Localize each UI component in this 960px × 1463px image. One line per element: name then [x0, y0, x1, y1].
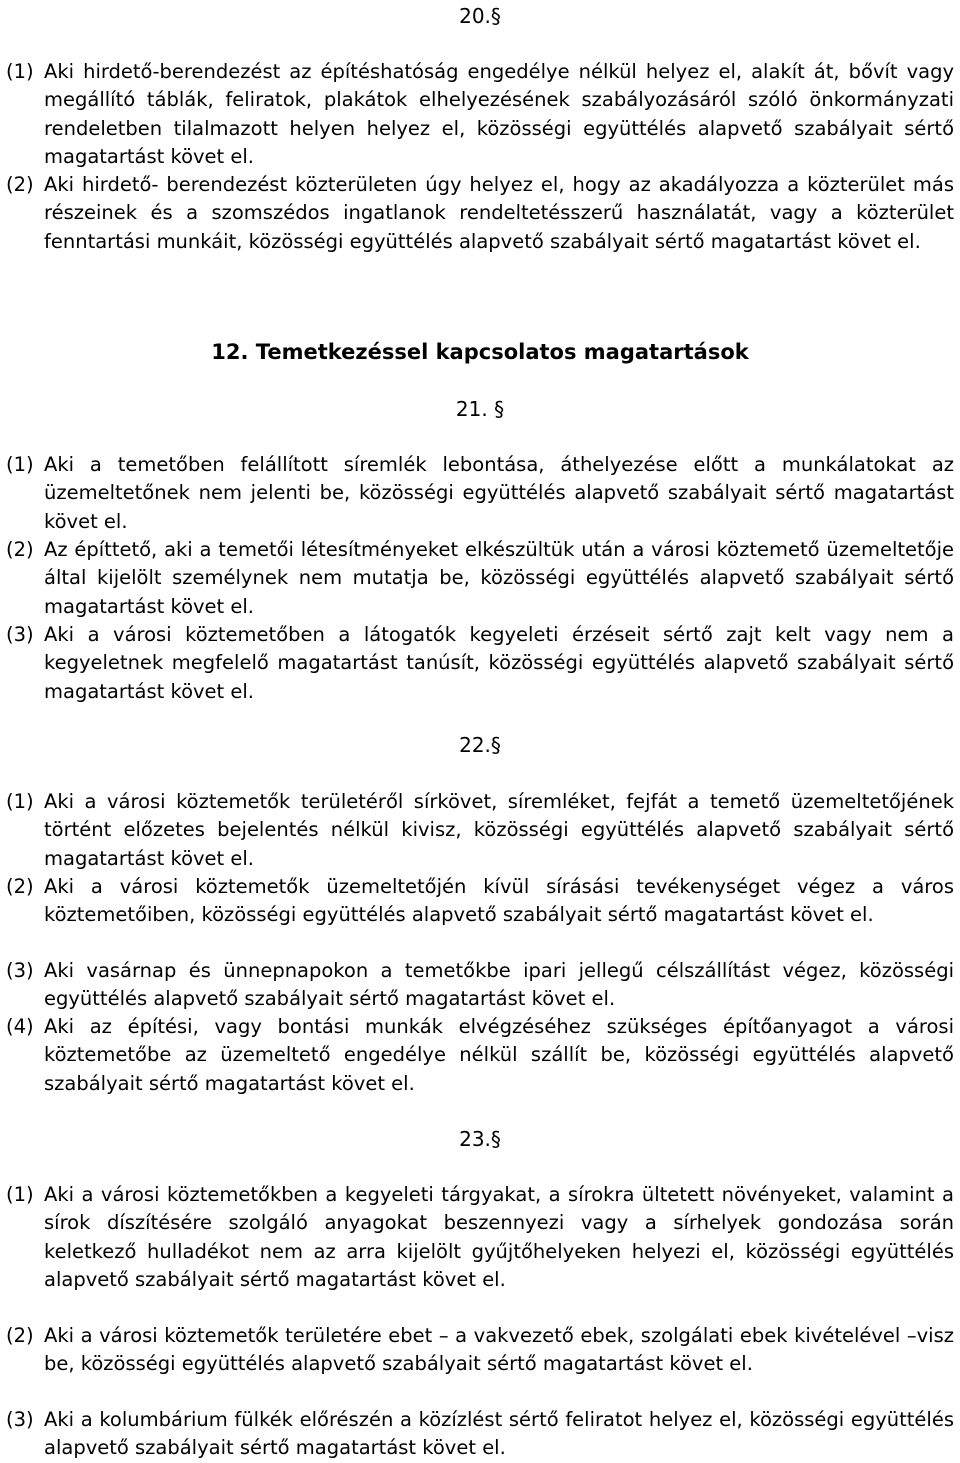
paragraph-number: (2) — [6, 538, 34, 561]
section-heading-22: 22.§ — [459, 733, 501, 757]
section-heading-20: 20.§ — [459, 4, 501, 28]
paragraph-20-2 — [6, 171, 954, 256]
paragraph-text: Aki a városi köztemetőkben a kegyeleti tárgyakat, a sírokra ültetett növényeket, valamint a sírok díszítésére szolgáló anyagokat beszennyezi vagy a sírhelyek gondozása során keletkező hulladékot nem az arra kijelölt gyűjtőhelyeken helyezi el, közösségi együttélés alapvető szabályait sértő magatartást követ el. — [44, 1183, 954, 1291]
section-heading-21: 21. § — [455, 397, 505, 421]
paragraph-number: (3) — [6, 623, 34, 646]
paragraph-23-1 — [6, 1181, 954, 1294]
paragraph-number: (3) — [6, 1408, 34, 1431]
paragraph-22-3 — [6, 957, 954, 1014]
paragraph-number: (3) — [6, 959, 34, 982]
paragraph-text: Aki hirdető-berendezést az építéshatóság engedélye nélkül helyez el, alakít át, bővít vagy megállító táblák, feliratok, plakátok elhelyezésének szabályozásáról szóló önkormányzati rendeletben tilalmazott helyen helyez el, közösségi együttélés alapvető szabályait sértő magatartást követ el. — [44, 60, 954, 168]
paragraph-number: (2) — [6, 875, 34, 898]
paragraph-number: (4) — [6, 1015, 34, 1038]
paragraph-20-1 — [6, 58, 954, 171]
paragraph-number: (1) — [6, 790, 34, 813]
paragraph-number: (1) — [6, 60, 34, 83]
paragraph-text: Aki a városi köztemetőben a látogatók kegyeleti érzéseit sértő zajt kelt vagy nem a kegyeletnek megfelelő magatartást tanúsít, közösségi együttélés alapvető szabályait sértő magatartást követ el. — [44, 623, 954, 703]
paragraph-22-2 — [6, 873, 954, 930]
paragraph-text: Az építtető, aki a temetői létesítményeket elkészültük után a városi köztemető üzemeltetője által kijelölt személynek nem mutatja be, közösségi együttélés alapvető szabályait sértő magatartást követ el. — [44, 538, 954, 618]
paragraph-text: Aki az építési, vagy bontási munkák elvégzéséhez szükséges építőanyagot a városi köztemetőbe az üzemeltető engedélye nélkül szállít be, közösségi együttélés alapvető szabályait sértő magatartást követ el. — [44, 1015, 954, 1095]
paragraph-number: (2) — [6, 1324, 34, 1347]
paragraph-text: Aki a városi köztemetők üzemeltetőjén kívül sírásási tevékenységet végez a város köztemetőiben, közösségi együttélés alapvető szabályait sértő magatartást követ el. — [44, 875, 954, 927]
paragraph-number: (1) — [6, 1183, 34, 1206]
paragraph-text: Aki a városi köztemetők területéről sírkövet, síremléket, fejfát a temető üzemeltetőjének történt előzetes bejelentés nélkül kivisz, közösségi együttélés alapvető szabályait sértő magatartást követ el. — [44, 790, 954, 870]
paragraph-21-1 — [6, 451, 954, 536]
paragraph-23-2 — [6, 1322, 954, 1379]
paragraph-22-1 — [6, 788, 954, 873]
paragraph-number: (2) — [6, 173, 34, 196]
paragraph-text: Aki hirdető- berendezést közterületen úgy helyez el, hogy az akadályozza a közterület más részeinek és a szomszédos ingatlanok rendeltetésszerű használatát, vagy a közterület fenntartási munkáit, közösségi együttélés alapvető szabályait sértő magatartást követ el. — [44, 173, 954, 253]
paragraph-number: (1) — [6, 453, 34, 476]
paragraph-text: Aki a kolumbárium fülkék előrészén a közízlést sértő feliratot helyez el, közösségi együttélés alapvető szabályait sértő magatartást követ el. — [44, 1408, 954, 1460]
paragraph-text: Aki vasárnap és ünnepnapokon a temetőkbe ipari jellegű célszállítást végez, közösségi együttélés alapvető szabályait sértő magatartást követ el. — [44, 959, 954, 1011]
paragraph-21-3 — [6, 621, 954, 706]
section-heading-23: 23.§ — [459, 1127, 501, 1151]
chapter-title: 12. Temetkezéssel kapcsolatos magatartások — [211, 340, 749, 364]
paragraph-text: Aki a városi köztemetők területére ebet – a vakvezető ebek, szolgálati ebek kivételével –visz be, közösségi együttélés alapvető szabályait sértő magatartást követ el. — [44, 1324, 954, 1376]
paragraph-21-2 — [6, 536, 954, 621]
paragraph-23-3 — [6, 1406, 954, 1463]
paragraph-text: Aki a temetőben felállított síremlék lebontása, áthelyezése előtt a munkálatokat az üzemeltetőnek nem jelenti be, közösségi együttélés alapvető szabályait sértő magatartást követ el. — [44, 453, 954, 533]
paragraph-22-4 — [6, 1013, 954, 1098]
